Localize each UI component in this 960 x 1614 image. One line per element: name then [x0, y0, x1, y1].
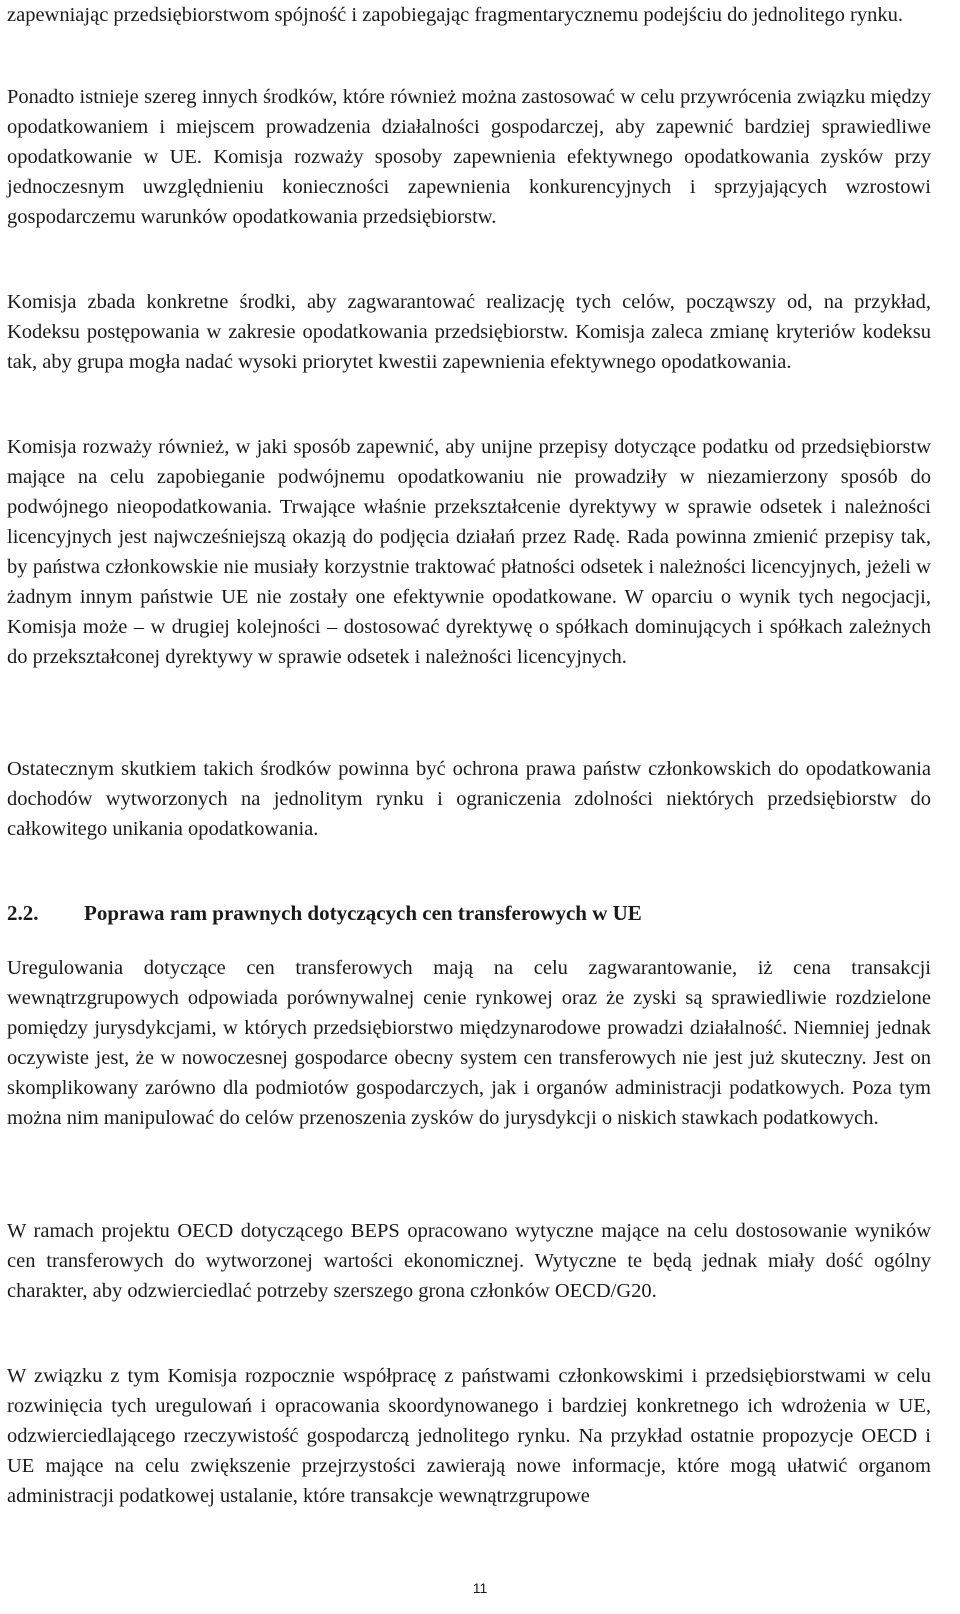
section-number: 2.2. [7, 901, 39, 925]
paragraph-final-effect: Ostatecznym skutkiem takich środków powinna być ochrona prawa państw członkowskich do opodatkowania dochodów wytworzonych na jednolitym rynku i ograniczenia zdolności niektórych przedsiębiorstw do całkowitego unikania opodatkowania. [7, 758, 931, 840]
section-heading [7, 898, 931, 928]
paragraph-continuation: zapewniając przedsiębiorstwom spójność i zapobiegając fragmentarycznemu podejściu do jednolitego rynku. [7, 4, 903, 26]
paragraph-double-non-taxation: Komisja rozważy również, w jaki sposób zapewnić, aby unijne przepisy dotyczące podatku od przedsiębiorstw mające na celu zapobieganie podwójnemu opodatkowaniu nie prowadziły w niezamierzony sposób do podwójnego nieopodatkowania. Trwające właśnie przekształcenie dyrektywy w sprawie odsetek i należności licencyjnych jest najwcześniejszą okazją do podjęcia działań przez Radę. Rada powinna zmienić przepisy tak, by państwa członkowskie nie musiały korzystnie traktować płatności odsetek i należności licencyjnych, jeżeli w żadnym innym państwie UE nie zostały one efektywnie opodatkowane. W oparciu o wynik tych negocjacji, Komisja może – w drugiej kolejności – dostosować dyrektywę o spółkach dominujących i spółkach zależnych do przekształconej dyrektywy w sprawie odsetek i należności licencyjnych. [7, 436, 931, 668]
paragraph-code-of-conduct: Komisja zbada konkretne środki, aby zagwarantować realizację tych celów, począwszy od, na przykład, Kodeksu postępowania w zakresie opodatkowania przedsiębiorstw. Komisja zaleca zmianę kryteriów kodeksu tak, aby grupa mogła nadać wysoki priorytet kwestii zapewnienia efektywnego opodatkowania. [7, 291, 931, 373]
paragraph-cooperation: W związku z tym Komisja rozpocznie współpracę z państwami członkowskimi i przedsiębiorstwami w celu rozwinięcia tych uregulowań i opracowania skoordynowanego i bardziej konkretnego ich wdrożenia w UE, odzwierciedlającego rzeczywistość gospodarczą jednolitego rynku. Na przykład ostatnie propozycje OECD i UE mające na celu zwiększenie przejrzystości zawierają nowe informacje, które mogą ułatwić organom administracji podatkowej ustalanie, które transakcje wewnątrzgrupowe [7, 1365, 931, 1507]
paragraph-oecd-beps: W ramach projektu OECD dotyczącego BEPS opracowano wytyczne mające na celu dostosowanie wyników cen transferowych do wytworzonej wartości ekonomicznej. Wytyczne te będą jednak miały dość ogólny charakter, aby odzwierciedlać potrzeby szerszego grona członków OECD/G20. [7, 1220, 931, 1302]
paragraph-other-measures: Ponadto istnieje szereg innych środków, które również można zastosować w celu przywrócenia związku między opodatkowaniem i miejscem prowadzenia działalności gospodarczej, aby zapewnić bardziej sprawiedliwe opodatkowanie w UE. Komisja rozważy sposoby zapewnienia efektywnego opodatkowania zysków przy jednoczesnym uwzględnieniu konieczności zapewnienia konkurencyjnych i sprzyjających wzrostowi gospodarczemu warunków opodatkowania przedsiębiorstw. [7, 86, 931, 228]
page-number: 11 [472, 1580, 488, 1596]
paragraph-transfer-pricing: Uregulowania dotyczące cen transferowych mają na celu zagwarantowanie, iż cena transakcji wewnątrzgrupowych odpowiada porównywalnej cenie rynkowej oraz że zyski są sprawiedliwie rozdzielone pomiędzy jurysdykcjami, w których przedsiębiorstwo międzynarodowe prowadzi działalność. Niemniej jednak oczywiste jest, że w nowoczesnej gospodarce obecny system cen transferowych nie jest już skuteczny. Jest on skomplikowany zarówno dla podmiotów gospodarczych, jak i organów administracji podatkowych. Poza tym można nim manipulować do celów przenoszenia zysków do jurysdykcji o niskich stawkach podatkowych. [7, 957, 931, 1129]
section-title: Poprawa ram prawnych dotyczących cen transferowych w UE [84, 901, 642, 925]
